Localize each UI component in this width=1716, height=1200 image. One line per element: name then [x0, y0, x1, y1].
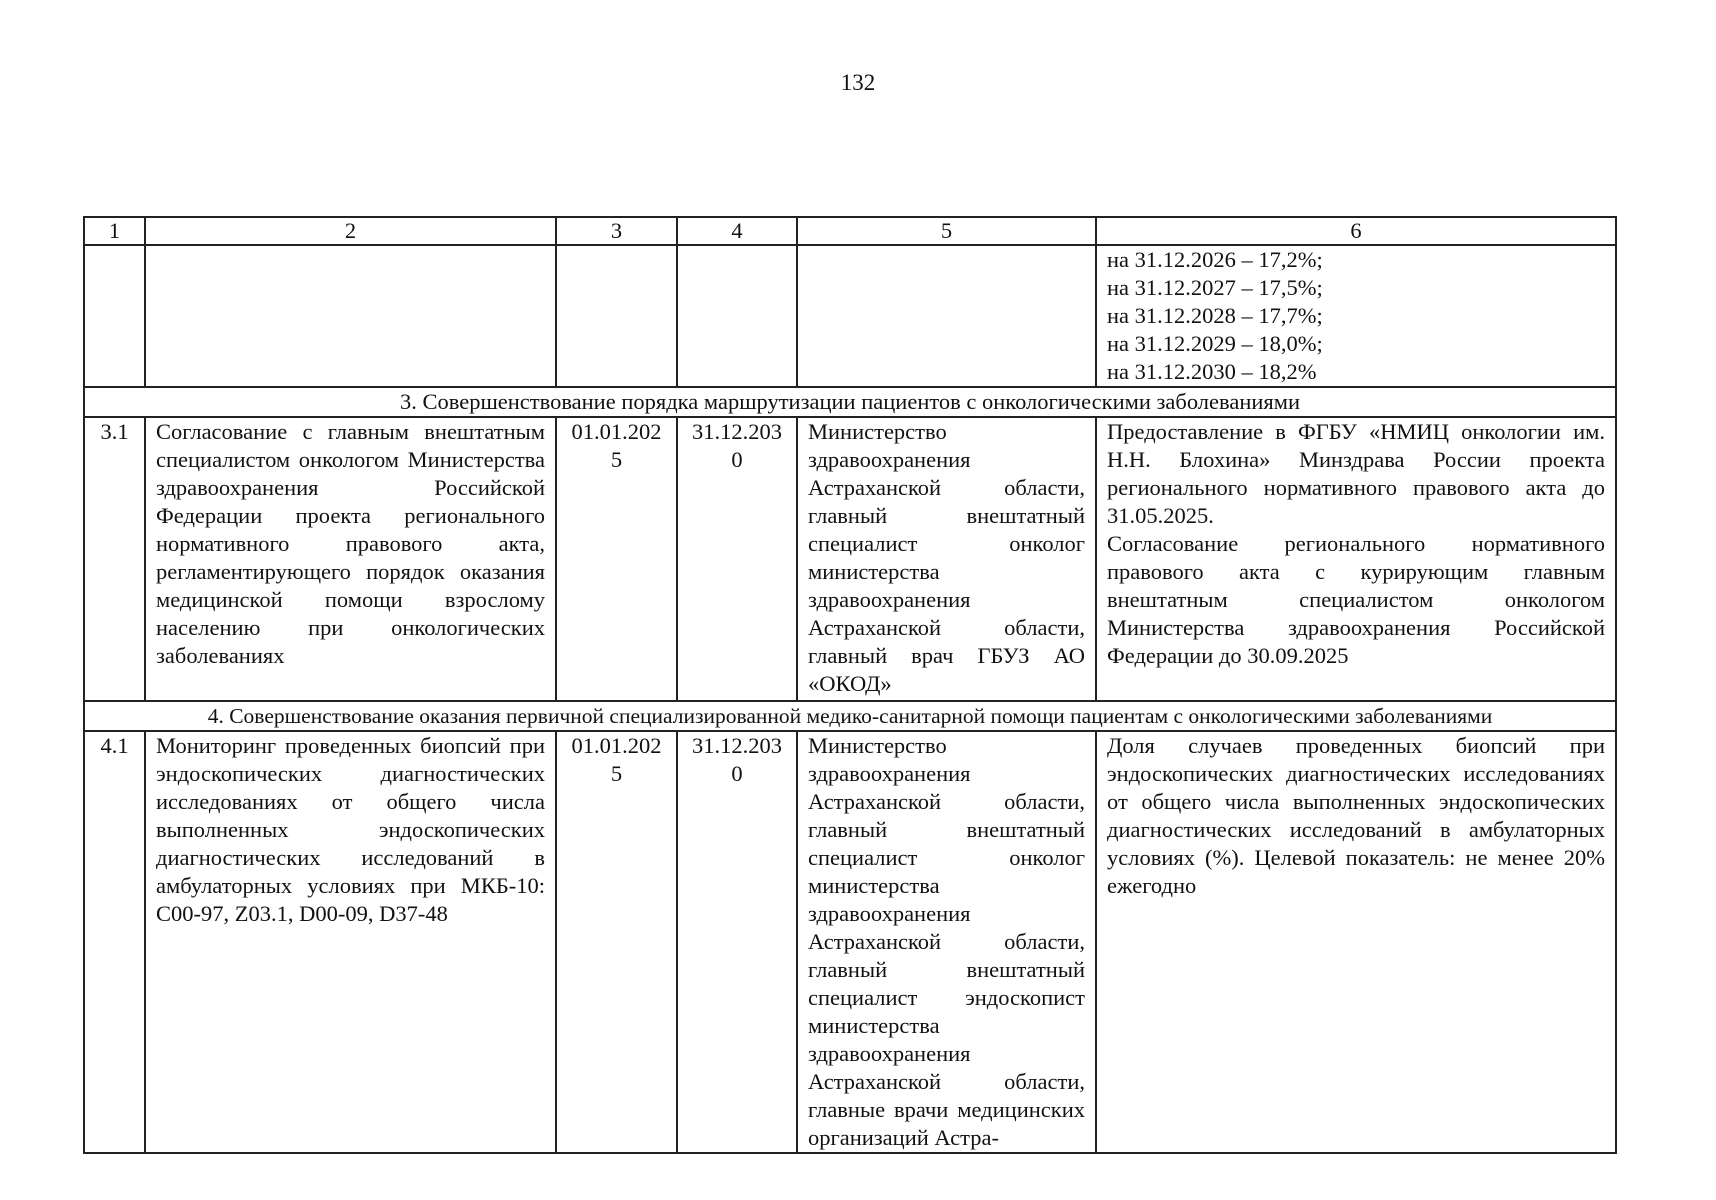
row-3-1-end-date: 31.12.2030 [677, 417, 797, 701]
target-2029: на 31.12.2029 – 18,0%; [1107, 331, 1323, 356]
header-col-3: 3 [556, 217, 677, 245]
target-2027: на 31.12.2027 – 17,5%; [1107, 275, 1323, 300]
row-4-1-number: 4.1 [84, 731, 145, 1153]
target-2028: на 31.12.2028 – 17,7%; [1107, 303, 1323, 328]
section-4-title: 4. Совершенствование оказания первичной специализированной медико-санитарной помощи пациентам с онкологическими заболеваниями [84, 701, 1616, 731]
row-4-1 [84, 731, 1616, 1153]
row-3-1-start-date: 01.01.2025 [556, 417, 677, 701]
target-2030: на 31.12.2030 – 18,2% [1107, 359, 1317, 384]
row-4-1-responsible: Министерство здравоохранения Астраханской области, главный внештатный специалист онколог министерства здравоохранения Астраханской области, главный внештатный специалист эндоскопист министерства здравоохранения Астраханской области, главные врачи медицинских организаций Астра- [797, 731, 1096, 1153]
header-col-5: 5 [797, 217, 1096, 245]
row-3-1-result [1096, 417, 1616, 701]
row-4-1-description: Мониторинг проведенных биопсий при эндоскопических диагностических исследованиях от общего числа выполненных эндоскопических диагностических исследований в амбулаторных условиях при МКБ-10: C00-97, Z03.1, D00-09, D37-48 [145, 731, 556, 1153]
section-4-row [84, 701, 1616, 731]
row-3-1-responsible: Министерство здравоохранения Астраханской области, главный внештатный специалист онколог министерства здравоохранения Астраханской области, главный врач ГБУЗ АО «ОКОД» [797, 417, 1096, 701]
row-3-1-description: Согласование с главным внештатным специалистом онкологом Министерства здравоохранения Российской Федерации проекта регионального нормативного правового акта, регламентирующего порядок оказания медицинской помощи взрослому населению при онкологических заболеваниях [145, 417, 556, 701]
row-3-1-result-p2: Согласование регионального нормативного правового акта с курирующим главным внештатным специалистом онкологом Министерства здравоохранения Российской Федерации до 30.09.2025 [1107, 531, 1605, 668]
header-col-1: 1 [84, 217, 145, 245]
target-2026: на 31.12.2026 – 17,2%; [1107, 247, 1323, 272]
row-3-1-number: 3.1 [84, 417, 145, 701]
continuation-targets [1096, 245, 1616, 387]
row-4-1-result: Доля случаев проведенных биопсий при эндоскопических диагностических исследованиях от общего числа выполненных эндоскопических диагностических исследований в амбулаторных условиях (%). Целевой показатель: не менее 20% ежегодно [1096, 731, 1616, 1153]
header-col-4: 4 [677, 217, 797, 245]
activities-table [83, 216, 1617, 1154]
section-3-row [84, 387, 1616, 417]
page-number: 132 [840, 70, 876, 95]
row-4-1-start-date: 01.01.2025 [556, 731, 677, 1153]
header-col-2: 2 [145, 217, 556, 245]
header-row [84, 217, 1616, 245]
header-col-6: 6 [1096, 217, 1616, 245]
section-3-title: 3. Совершенствование порядка маршрутизации пациентов с онкологическими заболеваниями [84, 387, 1616, 417]
continuation-row [84, 245, 1616, 387]
row-3-1-result-p1: Предоставление в ФГБУ «НМИЦ онкологии им. Н.Н. Блохина» Минздрава России проекта регионального нормативного правового акта до 31.05.2025. [1107, 419, 1605, 528]
row-4-1-end-date: 31.12.2030 [677, 731, 797, 1153]
row-3-1 [84, 417, 1616, 701]
